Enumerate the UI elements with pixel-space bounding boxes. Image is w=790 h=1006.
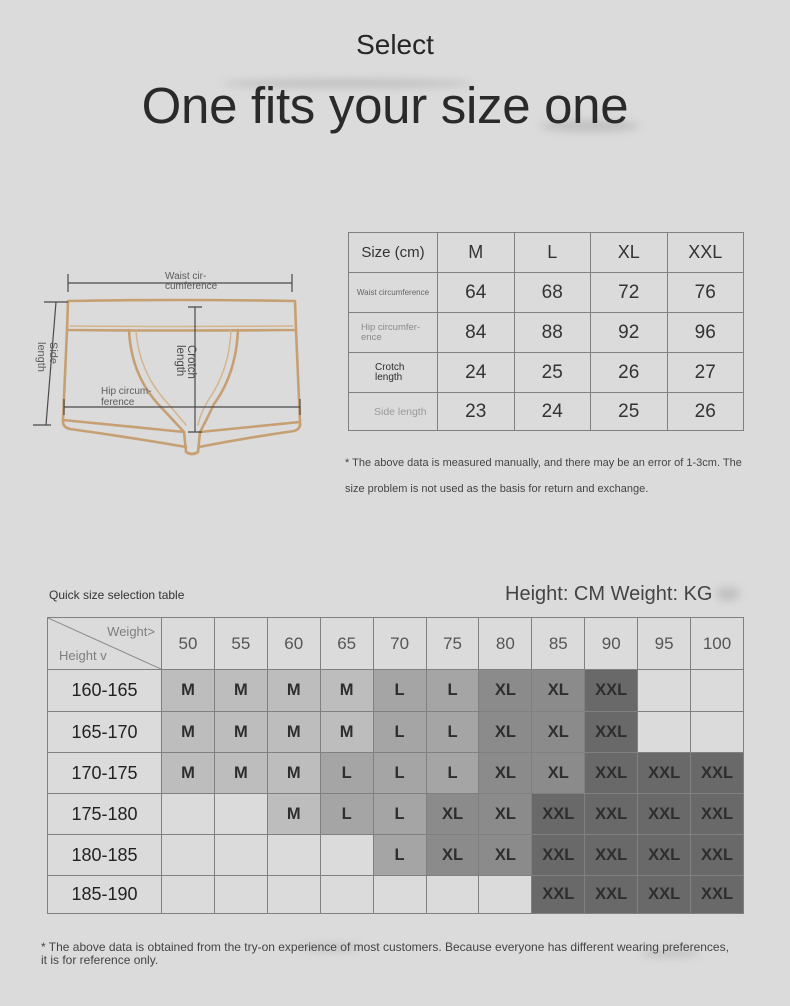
- empty-cell: [267, 876, 320, 914]
- size-header-xxl: XXL: [667, 233, 744, 273]
- left-leg-cuff: [63, 420, 186, 447]
- size-header-l: L: [514, 233, 591, 273]
- size-cell-l: L: [426, 712, 479, 753]
- size-cell-m: M: [214, 712, 267, 753]
- empty-cell: [691, 712, 744, 753]
- quick-table-corner: [48, 618, 162, 670]
- size-note-line: size problem is not used as the basis for return and exchange.: [345, 483, 649, 495]
- size-table-note: [345, 450, 742, 502]
- size-cell-l: L: [373, 670, 426, 712]
- quick-size-selection-table: [47, 617, 744, 914]
- empty-cell: [479, 876, 532, 914]
- size-cell-m: M: [267, 753, 320, 794]
- empty-cell: [320, 876, 373, 914]
- side-label-line: length: [35, 342, 47, 372]
- size-note-line: * The above data is measured manually, and there may be an error of 1-3cm. The: [345, 457, 742, 469]
- quick-table-units: Height: CM Weight: KG: [505, 583, 713, 605]
- size-cell-l: L: [373, 835, 426, 876]
- right-leg-cuff: [199, 422, 300, 447]
- empty-cell: [691, 670, 744, 712]
- size-cell-xl: XL: [479, 753, 532, 794]
- underwear-diagram: [25, 262, 315, 462]
- size-cell-xxl: XXL: [585, 835, 638, 876]
- hip-label-line: Hip circum-: [101, 386, 152, 397]
- size-cell-xxl: XXL: [638, 876, 691, 914]
- size-row-label: [349, 273, 438, 313]
- quick-table-row: [48, 670, 744, 712]
- size-value-cell: 25: [514, 353, 591, 393]
- footer-note: [41, 941, 729, 967]
- waistband-seam: [70, 326, 293, 327]
- empty-cell: [426, 876, 479, 914]
- size-table-row: [349, 313, 744, 353]
- weight-axis-label: Weight>: [107, 624, 155, 639]
- height-header: 175-180: [48, 794, 162, 835]
- size-cell-xxl: XXL: [638, 835, 691, 876]
- size-cell-xl: XL: [426, 835, 479, 876]
- size-cell-xxl: XXL: [691, 753, 744, 794]
- height-header: 165-170: [48, 712, 162, 753]
- size-row-label-line: Waist circumference: [356, 287, 430, 297]
- size-cell-m: M: [214, 753, 267, 794]
- size-value-cell: 96: [667, 313, 744, 353]
- empty-cell: [162, 876, 215, 914]
- size-cell-xxl: XXL: [691, 876, 744, 914]
- weight-header: 90: [585, 618, 638, 670]
- size-row-label: [349, 393, 438, 431]
- waist-label-line: cumference: [165, 281, 218, 292]
- size-cell-xl: XL: [479, 670, 532, 712]
- size-cell-m: M: [267, 712, 320, 753]
- size-table-header-row: [349, 233, 744, 273]
- size-cell-m: M: [214, 670, 267, 712]
- size-row-label-line: length: [375, 371, 403, 383]
- empty-cell: [638, 670, 691, 712]
- size-cell-xxl: XXL: [585, 794, 638, 835]
- height-header: 185-190: [48, 876, 162, 914]
- size-cell-m: M: [162, 753, 215, 794]
- size-cell-xl: XL: [479, 794, 532, 835]
- size-table-row: [349, 353, 744, 393]
- weight-header: 70: [373, 618, 426, 670]
- size-cell-xl: XL: [532, 753, 585, 794]
- height-header: 170-175: [48, 753, 162, 794]
- size-cell-l: L: [320, 794, 373, 835]
- size-row-label: [349, 313, 438, 353]
- size-cell-xxl: XXL: [691, 835, 744, 876]
- size-cell-xxl: XXL: [585, 670, 638, 712]
- waist-label-line: Waist cir-: [165, 271, 207, 282]
- size-cell-l: L: [320, 753, 373, 794]
- weight-header: 55: [214, 618, 267, 670]
- weight-header: 50: [162, 618, 215, 670]
- size-value-cell: 27: [667, 353, 744, 393]
- size-row-label-line: ence: [361, 331, 382, 343]
- empty-cell: [214, 835, 267, 876]
- select-heading: Select: [356, 29, 434, 60]
- quick-table-row: [48, 876, 744, 914]
- size-cell-xxl: XXL: [638, 794, 691, 835]
- weight-header: 65: [320, 618, 373, 670]
- size-cell-xxl: XXL: [585, 876, 638, 914]
- size-value-cell: 76: [667, 273, 744, 313]
- empty-cell: [162, 794, 215, 835]
- size-value-cell: 72: [591, 273, 668, 313]
- weight-header: 95: [638, 618, 691, 670]
- size-cell-xl: XL: [479, 712, 532, 753]
- weight-header: 75: [426, 618, 479, 670]
- units-smudge: [716, 587, 740, 601]
- empty-cell: [214, 876, 267, 914]
- size-cell-xl: XL: [479, 835, 532, 876]
- quick-table-row: [48, 835, 744, 876]
- size-cell-m: M: [267, 670, 320, 712]
- size-cell-l: L: [426, 753, 479, 794]
- size-table-corner: Size (cm): [349, 233, 438, 273]
- weight-header: 85: [532, 618, 585, 670]
- quick-table-header-row: [48, 618, 744, 670]
- hip-measure-line: [64, 399, 300, 415]
- size-cell-l: L: [373, 794, 426, 835]
- crotch-label-line: length: [174, 345, 186, 377]
- crotch-label-line: Crotch: [185, 345, 197, 379]
- size-measurement-table: [348, 232, 744, 431]
- empty-cell: [267, 835, 320, 876]
- size-value-cell: 68: [514, 273, 591, 313]
- height-axis-label: Height v: [59, 648, 107, 663]
- side-label-line: Side: [47, 342, 59, 365]
- size-value-cell: 64: [438, 273, 515, 313]
- quick-table-row: [48, 794, 744, 835]
- footer-note-line: it is for reference only.: [41, 953, 159, 967]
- size-value-cell: 26: [667, 393, 744, 431]
- size-cell-m: M: [162, 712, 215, 753]
- empty-cell: [214, 794, 267, 835]
- size-table-row: [349, 393, 744, 431]
- size-cell-xl: XL: [426, 794, 479, 835]
- size-cell-xxl: XXL: [691, 794, 744, 835]
- size-row-label: [349, 353, 438, 393]
- size-cell-xxl: XXL: [585, 712, 638, 753]
- empty-cell: [320, 835, 373, 876]
- empty-cell: [162, 835, 215, 876]
- size-value-cell: 25: [591, 393, 668, 431]
- empty-cell: [373, 876, 426, 914]
- size-table-row: [349, 273, 744, 313]
- crotch-gusset: [184, 432, 200, 454]
- size-value-cell: 92: [591, 313, 668, 353]
- footer-note-line: * The above data is obtained from the try-on experience of most customers. Because everyone has different wearing preferences,: [41, 940, 729, 954]
- size-cell-m: M: [320, 712, 373, 753]
- empty-cell: [638, 712, 691, 753]
- page-title: One fits your size one: [141, 77, 629, 134]
- size-cell-l: L: [373, 712, 426, 753]
- size-cell-l: L: [426, 670, 479, 712]
- hip-circumference-label: [101, 386, 152, 408]
- size-cell-m: M: [267, 794, 320, 835]
- size-header-xl: XL: [591, 233, 668, 273]
- size-cell-xxl: XXL: [532, 835, 585, 876]
- size-value-cell: 24: [514, 393, 591, 431]
- size-cell-l: L: [373, 753, 426, 794]
- size-value-cell: 23: [438, 393, 515, 431]
- crotch-length-label: [174, 345, 196, 379]
- size-value-cell: 84: [438, 313, 515, 353]
- size-value-cell: 24: [438, 353, 515, 393]
- size-row-label-line: Side length: [374, 405, 427, 418]
- side-length-label: [35, 342, 59, 372]
- size-cell-xl: XL: [532, 670, 585, 712]
- waist-circumference-label: [165, 272, 217, 292]
- quick-table-row: [48, 753, 744, 794]
- height-header: 180-185: [48, 835, 162, 876]
- size-header-m: M: [438, 233, 515, 273]
- size-cell-xl: XL: [532, 712, 585, 753]
- size-cell-xxl: XXL: [585, 753, 638, 794]
- weight-header: 60: [267, 618, 320, 670]
- size-cell-m: M: [162, 670, 215, 712]
- size-cell-xxl: XXL: [638, 753, 691, 794]
- size-cell-xxl: XXL: [532, 794, 585, 835]
- height-header: 160-165: [48, 670, 162, 712]
- size-row-label-line: Crotch: [375, 361, 405, 373]
- quick-table-title: Quick size selection table: [49, 588, 185, 602]
- size-cell-xxl: XXL: [532, 876, 585, 914]
- quick-table-row: [48, 712, 744, 753]
- hip-label-line: ference: [101, 397, 135, 408]
- weight-header: 80: [479, 618, 532, 670]
- size-row-label-line: Hip circumfer-: [361, 321, 421, 333]
- size-value-cell: 26: [591, 353, 668, 393]
- size-cell-m: M: [320, 670, 373, 712]
- weight-header: 100: [691, 618, 744, 670]
- size-value-cell: 88: [514, 313, 591, 353]
